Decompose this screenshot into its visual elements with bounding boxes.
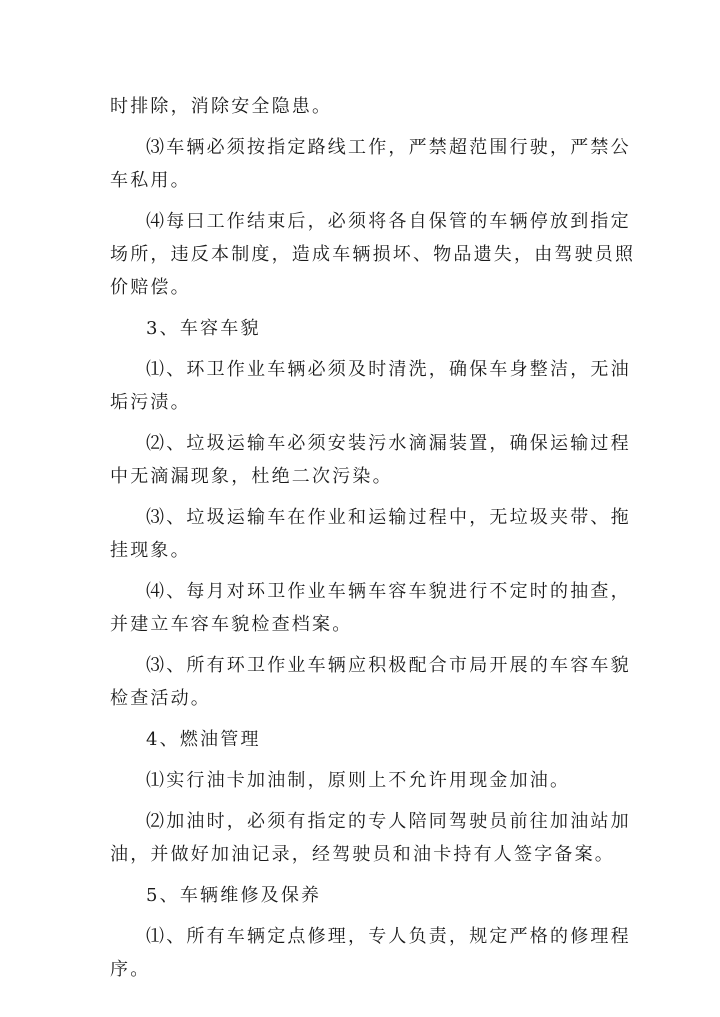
text-line: 检查活动。 [110,688,211,709]
text-line: 挂现象。 [110,540,191,561]
text-line: ⑶、垃圾运输车在作业和运输过程中，无垃圾夹带、拖 [146,507,631,528]
text-line: 价赔偿。 [110,277,191,298]
text-line: 序。 [110,959,151,980]
text-line: ⑶、所有环卫作业车辆应积极配合市局开展的车容车貌 [146,655,631,676]
paragraph [110,205,636,304]
text-line: 场所，违反本制度，造成车辆损坏、物品遗失，由驾驶员照 [110,244,636,265]
text-line: ⑷每曰工作结束后，必须将各自保管的车辆停放到指定 [146,211,631,232]
paragraph [110,575,631,641]
paragraph [110,353,631,419]
document-body [110,90,636,994]
paragraph [110,649,631,715]
paragraph [110,90,615,123]
paragraph [110,920,631,986]
text-line: ⑵、垃圾运输车必须安装污水滴漏装置，确保运输过程 [146,433,631,454]
paragraph [110,501,631,567]
text-line: ⑴实行油卡加油制，原则上不允许用现金加油。 [146,770,571,791]
section-heading: 5、车辆维修及保养 [146,885,322,906]
paragraph [110,427,631,493]
text-line: ⑴、环卫作业车辆必须及时清洗，确保车身整洁，无油 [146,359,631,380]
text-line: ⑶车辆必须按指定路线工作，严禁超范围行驶，严禁公 [146,137,631,158]
text-line: ⑷、每月对环卫作业车辆车容车貌进行不定时的抽查， [146,581,631,602]
section-heading: 3、车容车貌 [146,318,261,339]
paragraph [110,131,631,197]
text-line: 并建立车容车貌检查档案。 [110,614,353,635]
paragraph [110,805,631,871]
text-line: 垢污渍。 [110,392,191,413]
text-line: 中无滴漏现象，杜绝二次污染。 [110,466,393,487]
paragraph [110,764,615,797]
text-line: 时排除，消除安全隐患。 [110,96,333,117]
text-line: ⑴、所有车辆定点修理，专人负责，规定严格的修理程 [146,926,631,947]
text-line: ⑵加油时，必须有指定的专人陪同驾驶员前往加油站加 [146,811,631,832]
text-line: 油，并做好加油记录，经驾驶员和油卡持有人签字备案。 [110,844,615,865]
text-line: 车私用。 [110,170,191,191]
section-heading: 4、燃油管理 [146,729,261,750]
